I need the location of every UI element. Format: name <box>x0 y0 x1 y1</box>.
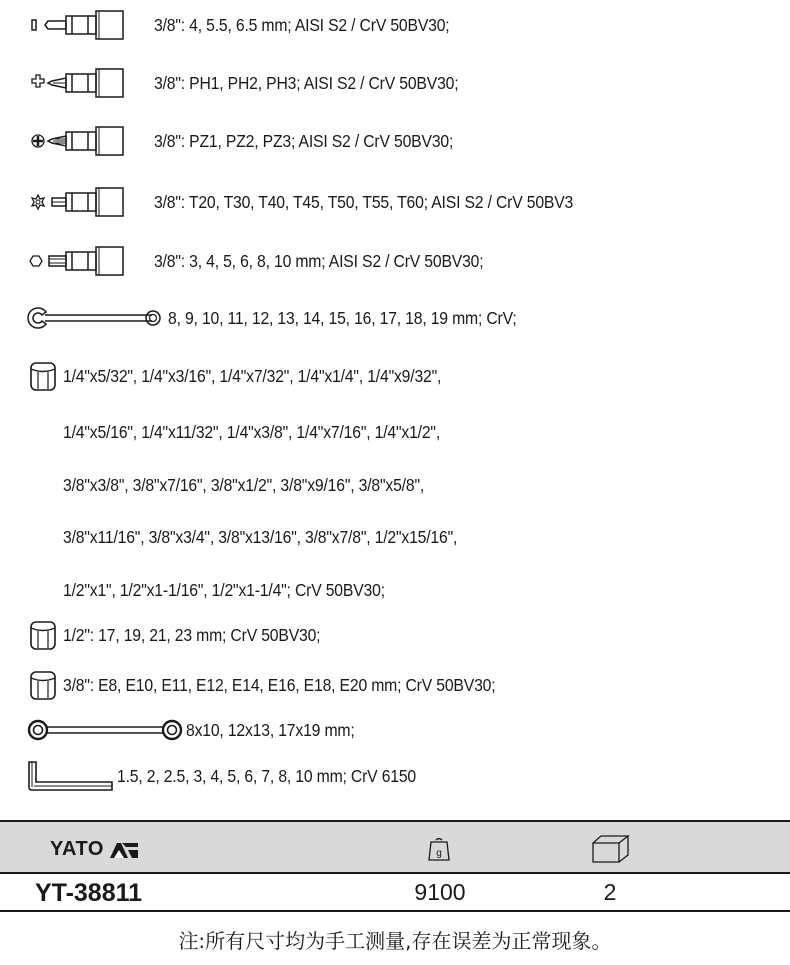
spec-text: 3/8": PH1, PH2, PH3; AISI S2 / CrV 50BV30; <box>154 72 459 93</box>
spec-text: 8, 9, 10, 11, 12, 13, 14, 15, 16, 17, 18, 19 mm; CrV; <box>168 307 517 328</box>
spec-line-continuation <box>63 416 482 448</box>
spec-line-phillips-bits <box>27 67 492 99</box>
spec-text: 3/8": T20, T30, T40, T45, T50, T55, T60; AISI S2 / CrV 50BV3 <box>154 191 574 212</box>
spec-text: 3/8": 4, 5.5, 6.5 mm; AISI S2 / CrV 50BV30; <box>154 14 450 35</box>
weight-icon <box>427 836 451 862</box>
spec-line-continuation <box>63 469 464 501</box>
spec-text: 3/8"x3/8", 3/8"x7/16", 3/8"x1/2", 3/8"x9/16", 3/8"x5/8", <box>63 474 425 495</box>
torx-bit-socket-icon <box>27 187 148 217</box>
measurement-note: 注:所有尺寸均为手工测量,存在误差为正常现象。 <box>178 929 612 953</box>
pozidriv-bit-socket-icon <box>27 126 148 156</box>
spec-line-continuation <box>63 574 421 606</box>
socket-icon <box>28 619 58 651</box>
spec-line-continuation <box>63 521 501 553</box>
weight-unit: g <box>436 848 442 859</box>
spec-line-inch-sockets <box>28 360 483 392</box>
spec-text: 1/4"x5/32", 1/4"x3/16", 1/4"x7/32", 1/4"x1/4", 1/4"x9/32", <box>63 365 442 386</box>
package-quantity: 2 <box>603 879 617 905</box>
spec-line-ring-wrenches <box>26 714 373 746</box>
socket-icon <box>28 360 58 392</box>
box-icon <box>591 834 631 864</box>
brand-name: YATO <box>50 838 104 860</box>
slotted-bit-socket-icon <box>30 10 148 40</box>
brand-logo <box>50 838 140 861</box>
spec-line-half-inch-sockets <box>28 619 349 651</box>
spec-table-header <box>0 820 790 874</box>
spec-line-hex-keys <box>26 760 449 792</box>
spec-line-torx-bits <box>27 186 620 218</box>
brand-mark-icon <box>108 840 140 860</box>
weight-value: 9100 <box>414 879 466 905</box>
spec-line-combination-wrenches <box>26 302 555 334</box>
spec-text: 1/2"x1", 1/2"x1-1/16", 1/2"x1-1/4"; CrV 50BV30; <box>63 579 385 600</box>
spec-line-pozidriv-bits <box>27 125 486 157</box>
spec-line-hex-bits <box>25 245 520 277</box>
double-ring-wrench-icon <box>26 715 184 745</box>
spec-line-e-torx-sockets <box>28 669 543 701</box>
spec-text: 1/2": 17, 19, 21, 23 mm; CrV 50BV30; <box>63 624 321 645</box>
spec-text: 3/8": 3, 4, 5, 6, 8, 10 mm; AISI S2 / CrV 50BV30; <box>154 250 484 271</box>
spec-text: 8x10, 12x13, 17x19 mm; <box>186 719 355 740</box>
spec-text: 3/8"x11/16", 3/8"x3/4", 3/8"x13/16", 3/8"x7/8", 1/2"x15/16", <box>63 526 458 547</box>
hex-bit-socket-icon <box>25 246 148 276</box>
spec-text: 3/8": PZ1, PZ2, PZ3; AISI S2 / CrV 50BV30; <box>154 130 454 151</box>
hex-key-icon <box>26 760 114 792</box>
spec-line-slotted-bits <box>30 9 482 41</box>
socket-icon <box>28 669 58 701</box>
model-number: YT-38811 <box>35 879 143 907</box>
spec-text: 1/4"x5/16", 1/4"x11/32", 1/4"x3/8", 1/4"x7/16", 1/4"x1/2", <box>63 421 441 442</box>
spec-text: 3/8": E8, E10, E11, E12, E14, E16, E18, E20 mm; CrV 50BV30; <box>63 674 496 695</box>
phillips-bit-socket-icon <box>27 68 148 98</box>
spec-text: 1.5, 2, 2.5, 3, 4, 5, 6, 7, 8, 10 mm; CrV 6150 <box>117 765 417 786</box>
combination-wrench-icon <box>26 303 164 333</box>
spec-table-row <box>0 874 790 912</box>
